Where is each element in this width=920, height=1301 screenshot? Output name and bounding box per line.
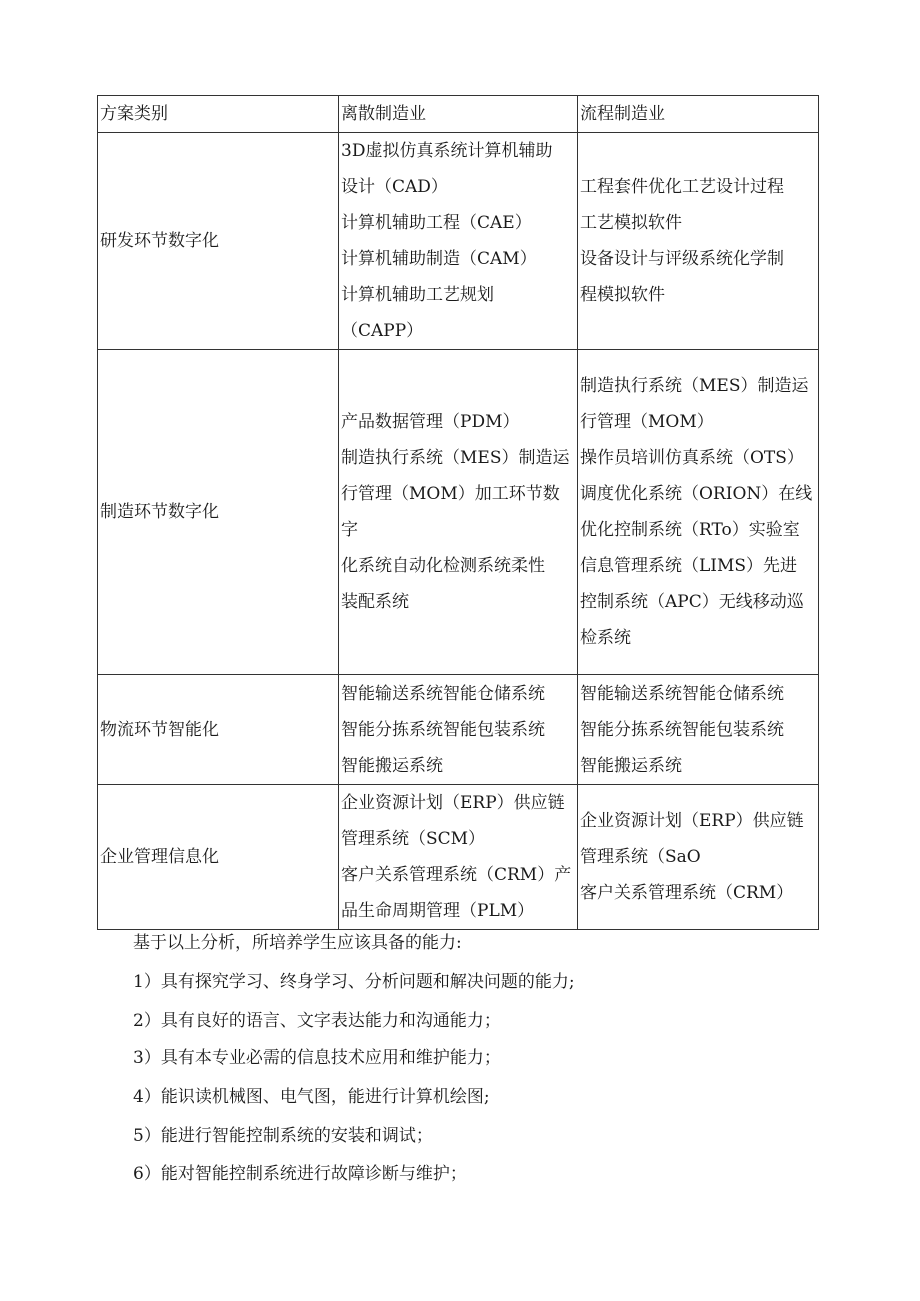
cell-line: 装配系统	[341, 592, 409, 612]
cell-line: 3D虚拟仿真系统计算机辅助	[341, 141, 553, 161]
header-cell: 流程制造业	[578, 96, 819, 133]
cell-line: 智能搬运系统	[580, 755, 682, 776]
cell-line: 企业资源计划（ERP）供应链	[580, 811, 804, 831]
cell-line: 智能搬运系统	[341, 755, 443, 776]
cell-line: 制造执行系统（MES）制造运	[580, 376, 809, 396]
cell-line: 计算机辅助工艺规划	[341, 285, 494, 305]
category-cell: 研发环节数字化	[98, 133, 339, 350]
cell-line: 工艺模拟软件	[580, 213, 682, 233]
category-cell: 物流环节智能化	[98, 675, 339, 785]
table-row	[98, 675, 819, 785]
discrete-cell	[339, 133, 578, 350]
cell-line: 管理系统（SaO	[580, 847, 701, 867]
cell-line: 控制系统（APC）无线移动巡	[580, 592, 804, 612]
cell-line: 设计（CAD）	[341, 177, 448, 197]
cell-line: 检系统	[580, 628, 631, 648]
cell-line: 客户关系管理系统（CRM）产	[341, 865, 572, 885]
category-cell: 制造环节数字化	[98, 350, 339, 675]
table-row	[98, 350, 819, 675]
ability-item: 5）能进行智能控制系统的安装和调试；	[133, 1126, 433, 1146]
table-row	[98, 785, 819, 930]
cell-line: 企业资源计划（ERP）供应链	[341, 793, 565, 813]
cell-line: 品生命周期管理（PLM）	[341, 901, 535, 921]
cell-line: 计算机辅助制造（CAM）	[341, 249, 537, 269]
cell-line: 信息管理系统（LIMS）先进	[580, 556, 798, 576]
cell-line: 优化控制系统（RTo）实验室	[580, 520, 800, 540]
table-row	[98, 133, 819, 350]
cell-line: 行管理（MOM）加工环节数字	[341, 484, 560, 540]
ability-item: 1）具有探究学习、终身学习、分析问题和解决问题的能力;	[133, 972, 575, 992]
process-cell	[578, 350, 819, 675]
cell-line: 程模拟软件	[580, 285, 665, 305]
process-cell	[578, 675, 819, 785]
cell-line: 智能输送系统智能仓储系统	[580, 683, 784, 704]
cell-line: 智能分拣系统智能包装系统	[341, 719, 545, 740]
header-cell: 方案类别	[98, 96, 339, 133]
ability-item: 3）具有本专业必需的信息技术应用和维护能力；	[133, 1048, 501, 1068]
cell-line: 客户关系管理系统（CRM）	[580, 883, 794, 903]
process-cell	[578, 133, 819, 350]
ability-item: 6）能对智能控制系统进行故障诊断与维护；	[133, 1164, 467, 1184]
category-cell: 企业管理信息化	[98, 785, 339, 930]
cell-line: 产品数据管理（PDM）	[341, 412, 520, 432]
scheme-table	[97, 95, 819, 930]
cell-line: 工程套件优化工艺设计过程	[580, 177, 784, 197]
cell-line: 操作员培训仿真系统（OTS）	[580, 448, 804, 468]
discrete-cell	[339, 675, 578, 785]
ability-item: 2）具有良好的语言、文字表达能力和沟通能力；	[133, 1011, 501, 1031]
cell-line: 制造执行系统（MES）制造运	[341, 448, 570, 468]
cell-line: 计算机辅助工程（CAE）	[341, 213, 532, 233]
cell-line: 化系统自动化检测系统柔性	[341, 556, 545, 576]
ability-item: 4）能识读机械图、电气图，能进行计算机绘图;	[133, 1087, 490, 1107]
cell-line: 智能分拣系统智能包装系统	[580, 719, 784, 740]
intro-paragraph: 基于以上分析，所培养学生应该具备的能力:	[133, 933, 462, 953]
discrete-cell	[339, 350, 578, 675]
cell-line: 行管理（MOM）	[580, 412, 714, 432]
process-cell	[578, 785, 819, 930]
cell-line: 智能输送系统智能仓储系统	[341, 683, 545, 704]
cell-line: 管理系统（SCM）	[341, 829, 486, 849]
cell-line: 调度优化系统（ORION）在线	[580, 484, 813, 504]
cell-line: （CAPP）	[341, 321, 424, 341]
discrete-cell	[339, 785, 578, 930]
table-header-row	[98, 96, 819, 133]
cell-line: 设备设计与评级系统化学制	[580, 249, 784, 269]
header-cell: 离散制造业	[339, 96, 578, 133]
